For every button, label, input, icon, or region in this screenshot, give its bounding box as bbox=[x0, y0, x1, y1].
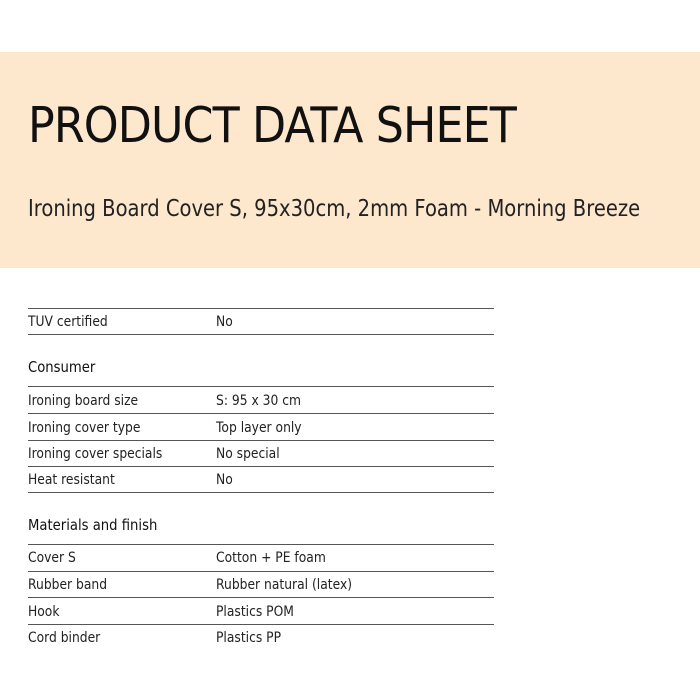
spec-label-ironing-cover-type: Ironing cover type bbox=[28, 420, 141, 436]
spec-label-ironing-board-size: Ironing board size bbox=[28, 393, 139, 409]
table-divider bbox=[28, 571, 494, 572]
spec-value-ironing-cover-specials: No special bbox=[216, 446, 280, 462]
table-divider bbox=[28, 544, 494, 545]
spec-label-ironing-cover-specials: Ironing cover specials bbox=[28, 446, 163, 462]
document-title: PRODUCT DATA SHEET bbox=[28, 97, 516, 154]
spec-value-cord-binder: Plastics PP bbox=[216, 630, 282, 646]
table-divider bbox=[28, 413, 494, 414]
table-divider bbox=[28, 386, 494, 387]
table-divider bbox=[28, 624, 494, 625]
spec-label-cover: Cover S bbox=[28, 550, 76, 566]
spec-value-rubber-band: Rubber natural (latex) bbox=[216, 577, 353, 593]
table-divider bbox=[28, 308, 494, 309]
spec-value-ironing-cover-type: Top layer only bbox=[216, 420, 302, 436]
table-divider bbox=[28, 492, 494, 493]
spec-value-ironing-board-size: S: 95 x 30 cm bbox=[216, 393, 302, 409]
section-heading-consumer: Consumer bbox=[28, 358, 96, 376]
spec-value-heat-resistant: No bbox=[216, 472, 233, 488]
spec-value-hook: Plastics POM bbox=[216, 604, 294, 620]
spec-label-heat-resistant: Heat resistant bbox=[28, 472, 115, 488]
spec-value-cover: Cotton + PE foam bbox=[216, 550, 326, 566]
spec-label-cord-binder: Cord binder bbox=[28, 630, 101, 646]
table-divider bbox=[28, 466, 494, 467]
header-banner bbox=[0, 52, 700, 268]
spec-label-hook: Hook bbox=[28, 604, 60, 620]
spec-label-rubber-band: Rubber band bbox=[28, 577, 108, 593]
table-divider bbox=[28, 334, 494, 335]
spec-label-tuv-certified: TUV certified bbox=[28, 314, 108, 330]
table-divider bbox=[28, 597, 494, 598]
table-divider bbox=[28, 440, 494, 441]
spec-value-tuv-certified: No bbox=[216, 314, 233, 330]
section-heading-materials: Materials and finish bbox=[28, 516, 158, 534]
product-name: Ironing Board Cover S, 95x30cm, 2mm Foam - Morning Breeze bbox=[28, 196, 641, 222]
